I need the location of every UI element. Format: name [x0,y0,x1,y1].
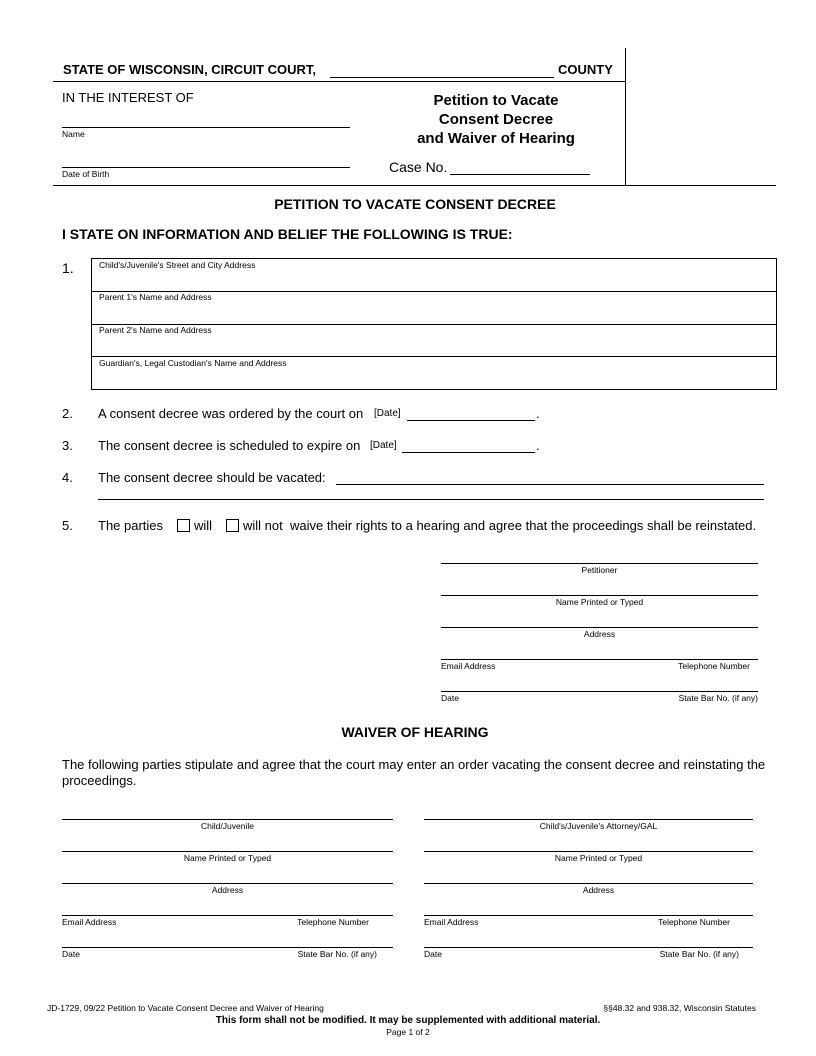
item-5-suffix: waive their rights to a hearing and agree that the proceedings shall be reinstated. [290,518,757,533]
item-5-number: 5. [62,518,73,533]
item-4-text: The consent decree should be vacated: [98,470,326,485]
item-2-date-hint: [Date] [374,408,401,419]
child-date-label: Date [62,949,80,959]
footer-page-number: Page 1 of 2 [386,1027,430,1037]
item-3-date-hint: [Date] [370,440,397,451]
county-label: COUNTY [558,62,613,77]
item-4-number: 4. [62,470,73,485]
item-3-number: 3. [62,438,73,453]
dob-label: Date of Birth [62,169,110,179]
attorney-label: Child's/Juvenile's Attorney/GAL [539,821,658,831]
county-field-line[interactable] [330,77,554,78]
footer-form-id: JD-1729, 09/22 Petition to Vacate Consent Decree and Waiver of Hearing [47,1003,324,1013]
item-2-date-field[interactable] [407,420,535,421]
parent2-label: Parent 2's Name and Address [99,325,212,335]
item-2-text: A consent decree was ordered by the court on [98,406,364,421]
attorney-address-label: Address [582,885,615,895]
attorney-address-line[interactable] [424,883,753,884]
item-3-period: . [536,438,540,453]
petitioner-email-label: Email Address [441,661,496,671]
petitioner-date-label: Date [441,693,459,703]
attorney-name-line[interactable] [424,851,753,852]
petitioner-label: Petitioner [581,565,618,575]
parent1-label: Parent 1's Name and Address [99,292,212,302]
petitioner-address-line[interactable] [441,627,758,628]
address-table [91,258,777,390]
attorney-signature-line[interactable] [424,819,753,820]
item-1-number: 1. [62,260,74,276]
name-field-line[interactable] [62,127,350,128]
header-divider-top [53,81,625,82]
footer-notice: This form shall not be modified. It may be supplemented with additional material. [215,1015,601,1026]
form-title-line: Petition to Vacate [433,92,559,109]
child-telephone-label: Telephone Number [297,917,369,927]
form-title [396,91,596,148]
case-no-label: Case No. [389,159,448,175]
waiver-title: WAIVER OF HEARING [341,724,489,740]
will-checkbox[interactable] [177,519,190,532]
guardian-label: Guardian's, Legal Custodian's Name and Address [99,358,287,368]
attorney-email-line[interactable] [424,915,753,916]
child-email-label: Email Address [62,917,117,927]
dob-field-line[interactable] [62,167,350,168]
child-address-label: Child's/Juvenile's Street and City Address [99,260,256,270]
item-4-reason-field-2[interactable] [98,499,764,500]
petitioner-name-line[interactable] [441,595,758,596]
in-the-interest-of-label: IN THE INTEREST OF [62,90,194,105]
will-not-checkbox[interactable] [226,519,239,532]
attorney-date-label: Date [424,949,442,959]
child-email-line[interactable] [62,915,393,916]
item-3-date-field[interactable] [402,452,535,453]
child-state-bar-label: State Bar No. (if any) [297,949,377,959]
child-address-label: Address [211,885,244,895]
petitioner-signature-line[interactable] [441,563,758,564]
header-divider-bottom [53,185,776,186]
attorney-telephone-label: Telephone Number [658,917,730,927]
item-3-text: The consent decree is scheduled to expire on [98,438,361,453]
form-title-line: and Waiver of Hearing [417,130,575,147]
item-4-reason-field[interactable] [336,484,764,485]
will-not-label: will not [243,518,283,533]
case-no-field-line[interactable] [450,174,590,175]
header-divider-vertical [625,48,626,185]
child-name-line[interactable] [62,851,393,852]
item-5-prefix: The parties [98,518,164,533]
statement-heading: I STATE ON INFORMATION AND BELIEF THE FOLLOWING IS TRUE: [62,226,513,242]
attorney-email-label: Email Address [424,917,479,927]
item-2-period: . [536,406,540,421]
waiver-text: The following parties stipulate and agree that the court may enter an order vacating the consent decree and reinstating the proceedings. [62,757,766,788]
petitioner-email-line[interactable] [441,659,758,660]
name-label: Name [62,129,85,139]
table-row-divider [92,356,776,357]
child-label: Child/Juvenile [201,821,254,831]
will-label: will [194,518,213,533]
petitioner-telephone-label: Telephone Number [678,661,750,671]
form-title-line: Consent Decree [438,111,554,128]
court-line-label: STATE OF WISCONSIN, CIRCUIT COURT, [63,62,317,77]
child-address-line[interactable] [62,883,393,884]
petitioner-address-label: Address [583,629,616,639]
attorney-state-bar-label: State Bar No. (if any) [659,949,739,959]
child-date-line[interactable] [62,947,393,948]
child-name-label: Name Printed or Typed [183,853,272,863]
petitioner-state-bar-label: State Bar No. (if any) [678,693,758,703]
footer-statutes: §§48.32 and 938.32, Wisconsin Statutes [603,1003,756,1013]
petitioner-date-line[interactable] [441,691,758,692]
item-2-number: 2. [62,406,73,421]
child-signature-line[interactable] [62,819,393,820]
petition-title: PETITION TO VACATE CONSENT DECREE [274,196,556,212]
petitioner-name-label: Name Printed or Typed [555,597,644,607]
attorney-name-label: Name Printed or Typed [554,853,643,863]
attorney-date-line[interactable] [424,947,753,948]
